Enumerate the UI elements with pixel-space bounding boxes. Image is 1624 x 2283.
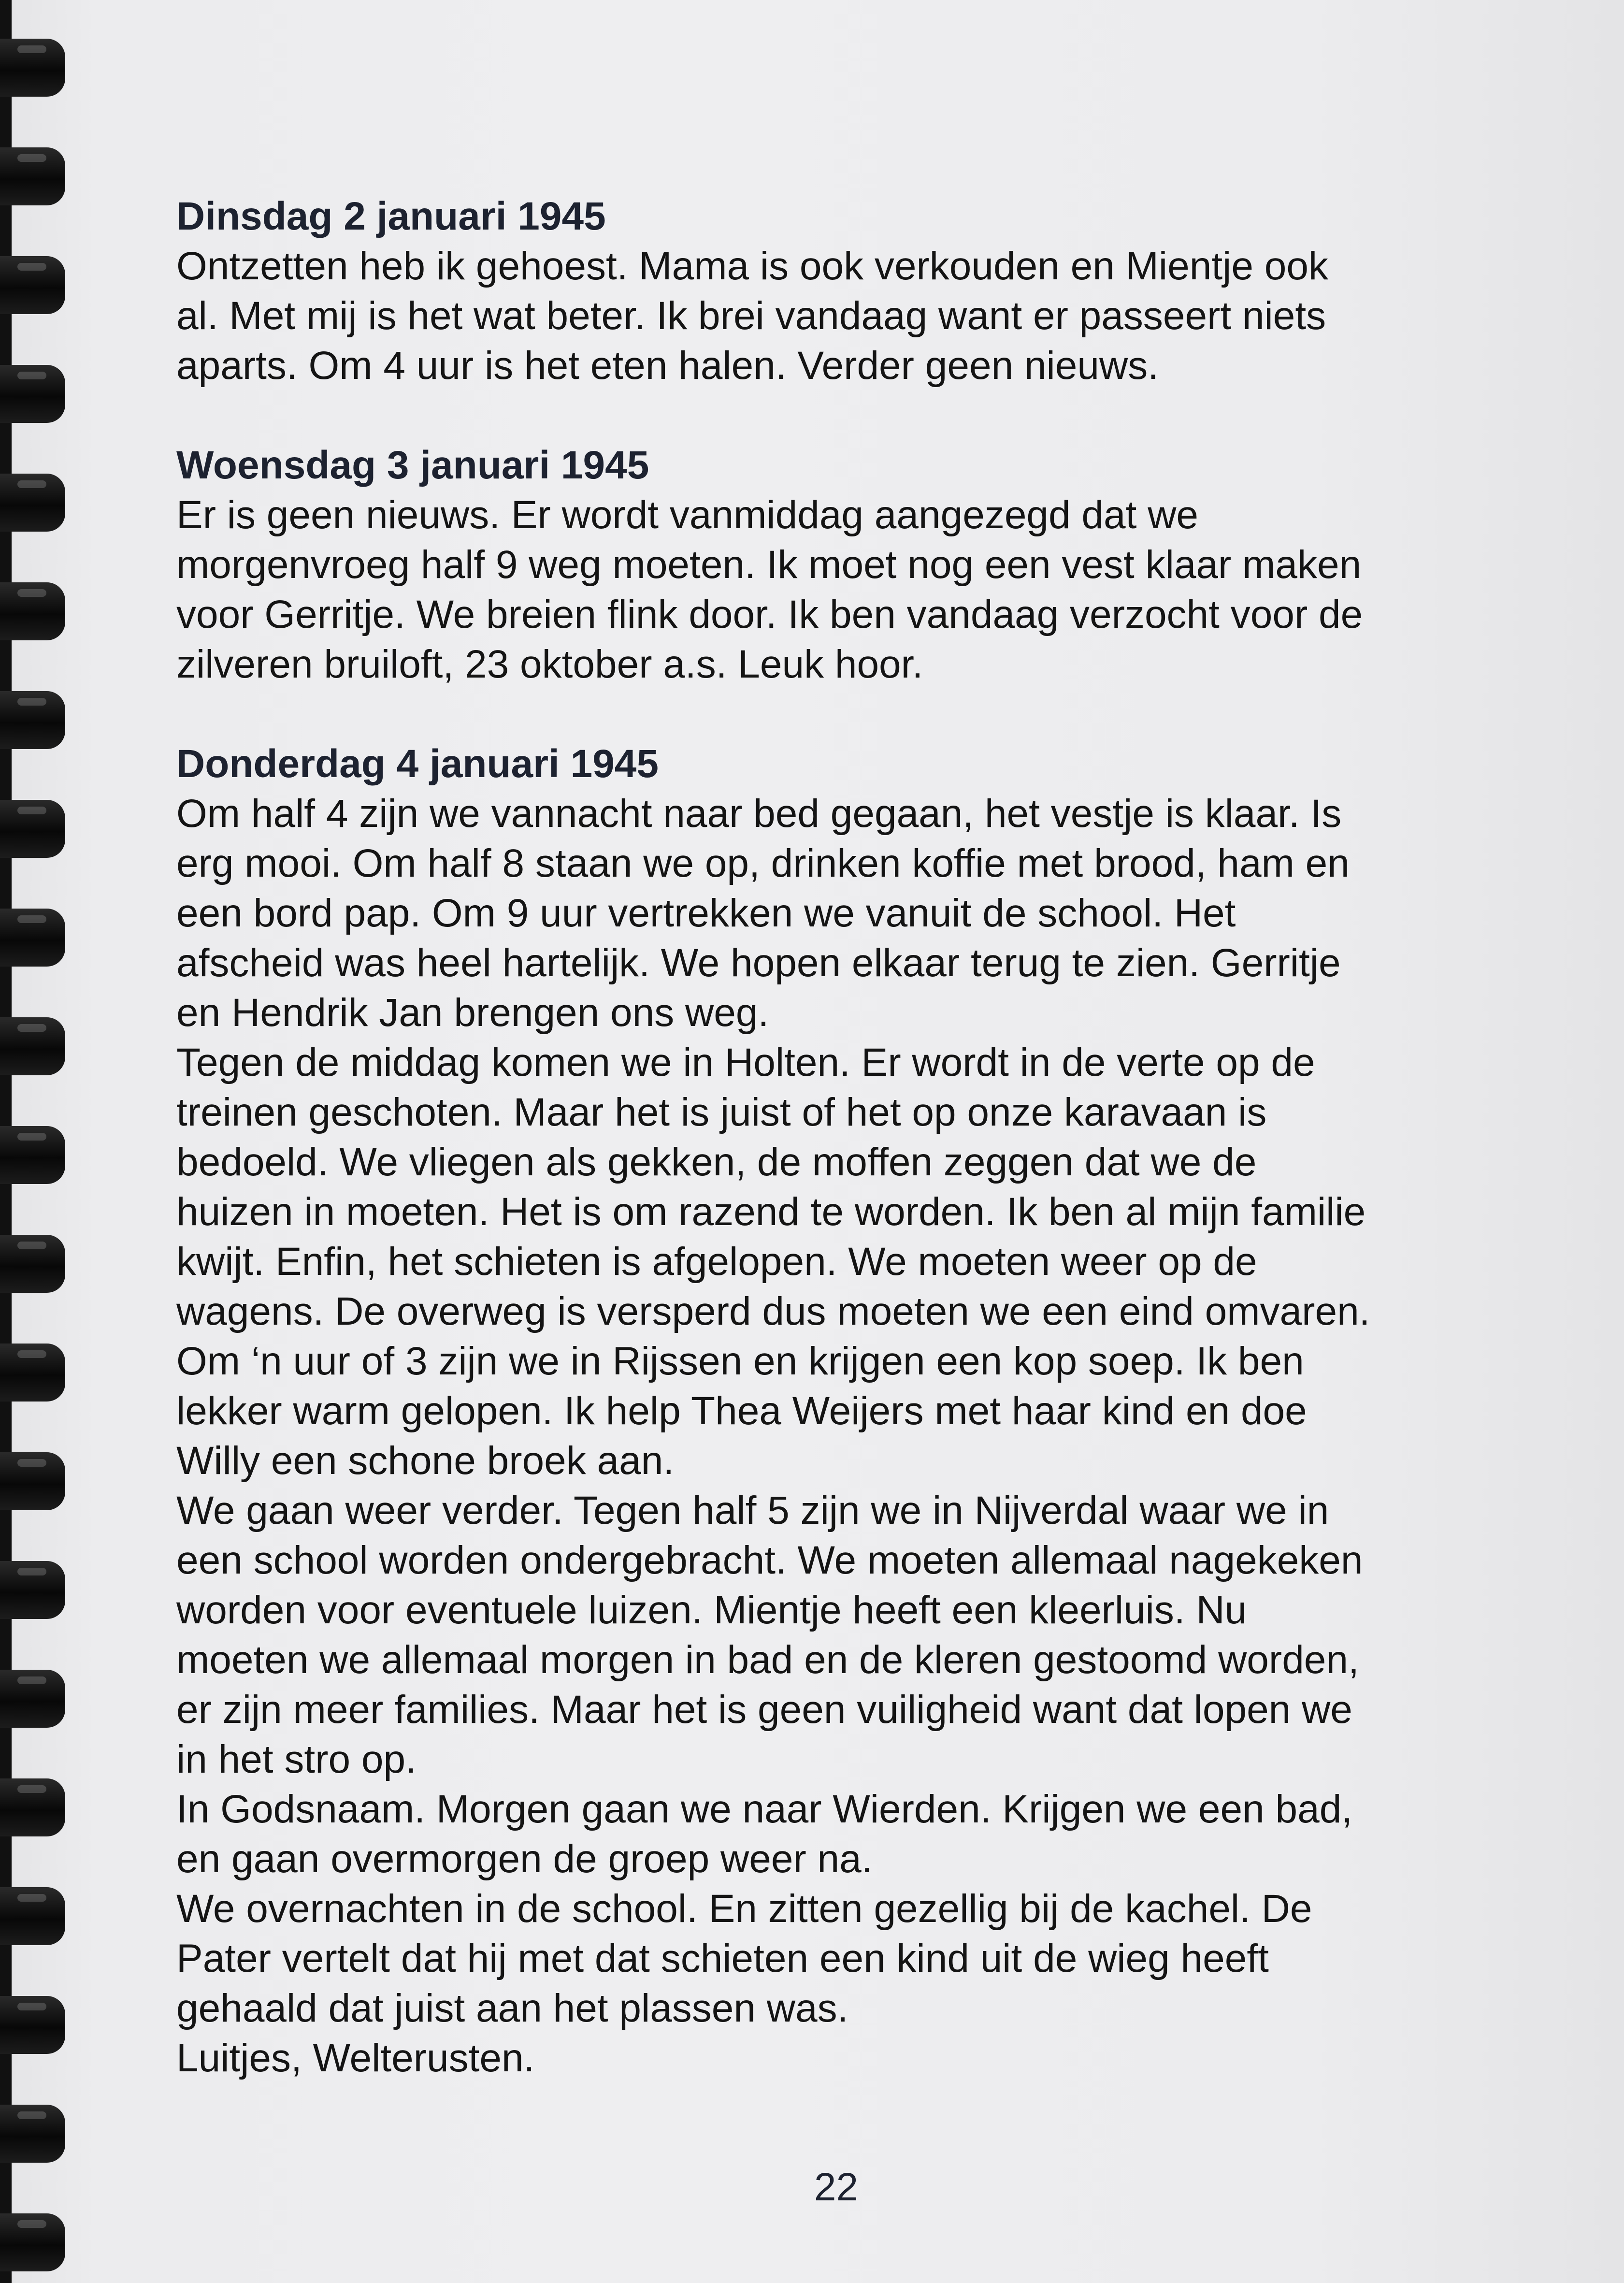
text-line: In Godsnaam. Morgen gaan we naar Wierden. Krijgen we een bad,: [176, 1787, 1353, 1831]
text-line: voor Gerritje. We breien flink door. Ik ben vandaag verzocht voor de: [176, 592, 1363, 636]
binding-ring: [0, 800, 65, 858]
page-number: 22: [814, 2165, 859, 2209]
binding-ring: [0, 147, 65, 205]
binding-ring: [0, 1235, 65, 1293]
binding-ring: [0, 474, 65, 532]
binding-ring: [0, 2105, 65, 2163]
binding-ring: [0, 1452, 65, 1510]
binding-ring: [0, 1344, 65, 1402]
binding-ring: [0, 1996, 65, 2054]
entry-date: Woensdag 3 januari 1945: [176, 443, 649, 487]
binding-ring: [0, 1561, 65, 1619]
text-line: moeten we allemaal morgen in bad en de kleren gestoomd worden,: [176, 1638, 1359, 1682]
diary-entry: [176, 191, 1520, 390]
text-line: Tegen de middag komen we in Holten. Er wordt in de verte op de: [176, 1040, 1315, 1084]
text-line: erg mooi. Om half 8 staan we op, drinken koffie met brood, ham en: [176, 841, 1350, 885]
binding-ring: [0, 1887, 65, 1945]
binding-ring: [0, 1126, 65, 1184]
binding-ring: [0, 256, 65, 314]
binding-ring: [0, 1778, 65, 1836]
binding-ring: [0, 691, 65, 749]
text-line: huizen in moeten. Het is om razend te worden. Ik ben al mijn familie: [176, 1190, 1366, 1234]
text-line: zilveren bruiloft, 23 oktober a.s. Leuk hoor.: [176, 642, 923, 686]
text-line: en Hendrik Jan brengen ons weg.: [176, 991, 769, 1035]
text-line: een bord pap. Om 9 uur vertrekken we vanuit de school. Het: [176, 891, 1236, 935]
entry-date: Donderdag 4 januari 1945: [176, 742, 659, 786]
text-line: al. Met mij is het wat beter. Ik brei vandaag want er passeert niets: [176, 294, 1326, 338]
text-line: in het stro op.: [176, 1737, 417, 1781]
binding-ring: [0, 365, 65, 423]
text-line: We gaan weer verder. Tegen half 5 zijn we in Nijverdal waar we in: [176, 1488, 1329, 1532]
binding-ring: [0, 582, 65, 640]
text-line: Pater vertelt dat hij met dat schieten een kind uit de wieg heeft: [176, 1936, 1269, 1980]
text-line: Om half 4 zijn we vannacht naar bed gegaan, het vestje is klaar. Is: [176, 792, 1342, 836]
text-line: gehaald dat juist aan het plassen was.: [176, 1986, 848, 2030]
text-line: een school worden ondergebracht. We moeten allemaal nagekeken: [176, 1538, 1363, 1582]
text-line: Willy een schone broek aan.: [176, 1439, 675, 1483]
binding-ring: [0, 2213, 65, 2271]
text-line: wagens. De overweg is versperd dus moeten we een eind omvaren.: [176, 1289, 1370, 1333]
binding-ring: [0, 1670, 65, 1728]
text-line: Om ‘n uur of 3 zijn we in Rijssen en krijgen een kop soep. Ik ben: [176, 1339, 1304, 1383]
text-line: bedoeld. We vliegen als gekken, de moffen zeggen dat we de: [176, 1140, 1257, 1184]
entry-date: Dinsdag 2 januari 1945: [176, 194, 606, 238]
text-line: treinen geschoten. Maar het is juist of het op onze karavaan is: [176, 1090, 1267, 1134]
text-line: morgenvroeg half 9 weg moeten. Ik moet nog een vest klaar maken: [176, 543, 1362, 587]
text-line: worden voor eventuele luizen. Mientje heeft een kleerluis. Nu: [176, 1588, 1247, 1632]
binding-ring: [0, 909, 65, 967]
text-line: Er is geen nieuws. Er wordt vanmiddag aangezegd dat we: [176, 493, 1199, 537]
text-line: aparts. Om 4 uur is het eten halen. Verder geen nieuws.: [176, 344, 1159, 388]
text-line: Ontzetten heb ik gehoest. Mama is ook verkouden en Mientje ook: [176, 244, 1328, 288]
diary-entry: [176, 440, 1520, 689]
diary-text: [176, 191, 1520, 2083]
text-line: en gaan overmorgen de groep weer na.: [176, 1837, 873, 1881]
text-line: lekker warm gelopen. Ik help Thea Weijers met haar kind en doe: [176, 1389, 1307, 1433]
diary-entry: [176, 739, 1520, 2083]
text-line: kwijt. Enfin, het schieten is afgelopen. We moeten weer op de: [176, 1240, 1257, 1284]
binding-ring: [0, 39, 65, 97]
spiral-binding: [0, 0, 82, 2283]
text-line: Luitjes, Welterusten.: [176, 2036, 535, 2080]
text-line: afscheid was heel hartelijk. We hopen elkaar terug te zien. Gerritje: [176, 941, 1341, 985]
binding-ring: [0, 1017, 65, 1075]
text-line: er zijn meer families. Maar het is geen vuiligheid want dat lopen we: [176, 1688, 1352, 1732]
text-line: We overnachten in de school. En zitten gezellig bij de kachel. De: [176, 1887, 1312, 1931]
